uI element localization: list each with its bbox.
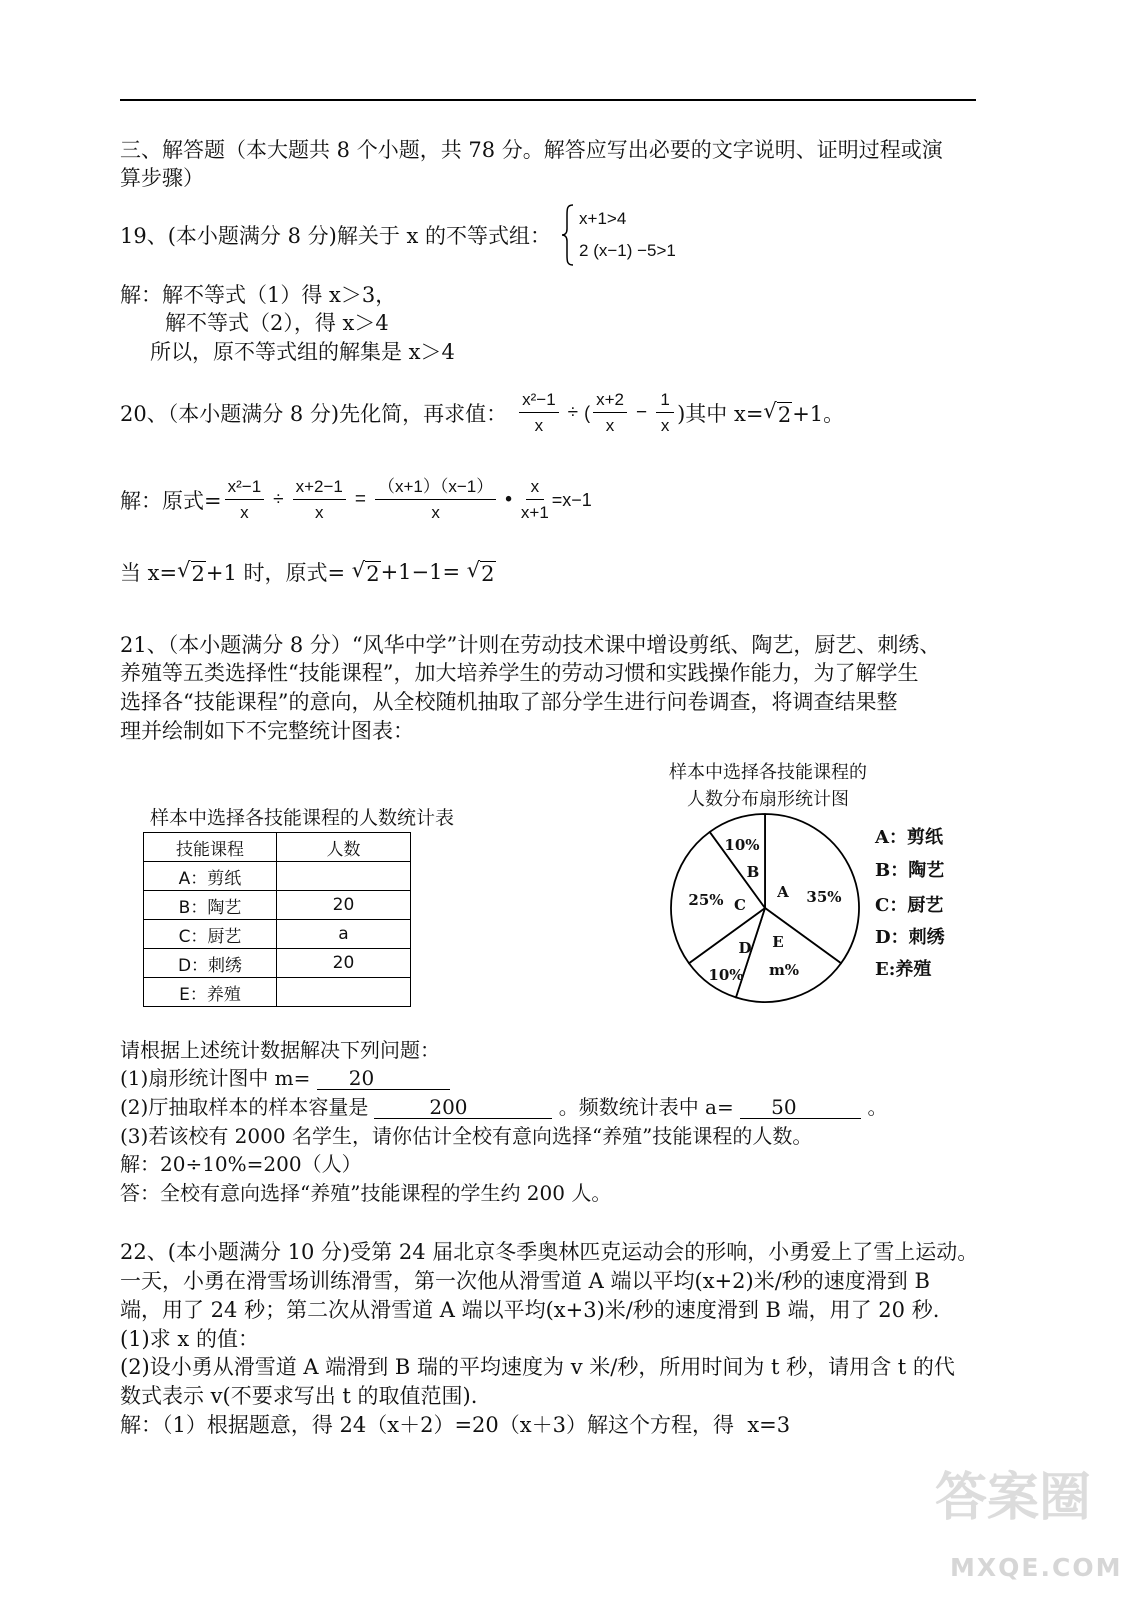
fraction xyxy=(521,477,549,523)
radicand: 2 xyxy=(481,561,495,586)
course-cell: D：刺绣 xyxy=(144,949,277,978)
count-cell: 20 xyxy=(277,891,411,920)
q21-stem-line: 选择各“技能课程”的意向，从全校随机抽取了部分学生进行问卷调查，将调查结果整 xyxy=(120,690,898,714)
table-row xyxy=(144,862,411,891)
count-cell: 20 xyxy=(277,949,411,978)
watermark-logo: 答案圈 xyxy=(935,1468,1092,1528)
slice-label-d: 10% xyxy=(708,966,744,984)
radical-sign: √ xyxy=(351,557,366,582)
slice-label-c: 25% xyxy=(688,891,724,909)
q22-line: (2)设小勇从滑雪道 A 端滑到 B 瑞的平均速度为 v 米/秒，所用时间为 t 秒，请用含 t 的代 xyxy=(120,1355,955,1379)
section-heading-line: 三、解答题（本大题共 8 个小题，共 78 分。解答应写出必要的文字说明、证明过程或演 xyxy=(120,138,943,162)
square-root xyxy=(177,558,206,586)
table-header-cell: 技能课程 xyxy=(144,833,277,862)
frequency-table xyxy=(143,832,411,1007)
numerator: 1 xyxy=(656,390,674,413)
section-heading-line: 算步骤） xyxy=(120,166,204,190)
q20-evaluate-text: +1−1= xyxy=(380,560,467,584)
square-root xyxy=(763,399,792,427)
q19-stem: 19、(本小题满分 8 分)解关于 x 的不等式组： xyxy=(120,224,552,248)
table-row xyxy=(144,978,411,1007)
part2-prefix: (2)厅抽取样本的样本容量是 xyxy=(120,1095,369,1119)
watermark-url: MXQE.COM xyxy=(950,1553,1123,1582)
slice-letter-d: D xyxy=(738,939,752,957)
count-cell xyxy=(277,862,411,891)
divide-sign: ÷ xyxy=(567,402,579,423)
q21-intro: 请根据上述统计数据解决下列问题： xyxy=(120,1038,440,1062)
part1-prefix: (1)扇形统计图中 m= xyxy=(120,1066,317,1090)
course-cell: C：厨艺 xyxy=(144,920,277,949)
q20-stem-end: +1。 xyxy=(792,402,845,426)
minus-sign: − xyxy=(636,402,648,423)
q20-evaluate-row xyxy=(120,556,496,588)
q21-stem-line: 养殖等五类选择性“技能课程”，加大培养学生的劳动习惯和实践操作能力，为了解学生 xyxy=(120,661,919,685)
fraction xyxy=(225,477,265,523)
course-cell: A：剪纸 xyxy=(144,862,277,891)
fraction xyxy=(656,390,674,436)
q20-solution-prefix: 解：原式= xyxy=(120,489,222,513)
legend-item: B：陶艺 xyxy=(875,860,945,881)
q20-stem-tail: )其中 x= xyxy=(677,402,764,426)
radical-sign: √ xyxy=(763,398,777,423)
numerator: x²−1 xyxy=(519,390,559,413)
header-rule xyxy=(120,99,976,101)
count-cell: a xyxy=(277,920,411,949)
system-inequality-1: x+1>4 xyxy=(579,209,627,228)
fraction xyxy=(519,390,559,436)
numerator: x+2 xyxy=(593,390,627,413)
course-cell: E：养殖 xyxy=(144,978,277,1007)
pie-title: 样本中选择各技能课程的 xyxy=(669,762,867,783)
fraction xyxy=(293,477,346,523)
radicand: 2 xyxy=(191,561,205,586)
numerator: x+2−1 xyxy=(293,477,346,500)
denominator: x xyxy=(314,503,324,522)
radicand: 2 xyxy=(777,402,792,427)
q21-solution: 解：20÷10%=200（人） xyxy=(120,1152,362,1176)
radical-sign: √ xyxy=(466,557,481,582)
legend-item: D：刺绣 xyxy=(875,927,945,948)
fraction xyxy=(375,477,496,523)
denominator: x xyxy=(605,416,615,435)
q21-answer: 答：全校有意向选择“养殖”技能课程的学生约 200 人。 xyxy=(120,1181,612,1205)
slice-letter-a: A xyxy=(777,883,789,901)
q20-solution-result: =x−1 xyxy=(551,489,592,510)
q19-stem-row xyxy=(120,203,676,267)
radicand: 2 xyxy=(366,561,380,586)
q22-line: 端，用了 24 秒；第二次从滑雪道 A 端以平均(x+3)米/秒的速度滑到 B 端，用了 20 秒. xyxy=(120,1298,940,1322)
part2-suffix: 。 xyxy=(861,1095,888,1119)
table-caption: 样本中选择各技能课程的人数统计表 xyxy=(150,807,455,829)
q20-evaluate-text: +1 时，原式= xyxy=(205,561,352,585)
q19-solution-line: 解：解不等式（1）得 x＞3， xyxy=(120,283,397,307)
denominator: x+1 xyxy=(520,503,549,522)
numerator: x xyxy=(526,477,544,500)
denominator: x xyxy=(534,416,544,435)
q21-part3: (3)若该校有 2000 名学生，请你估计全校有意向选择“养殖”技能课程的人数。 xyxy=(120,1124,813,1148)
sample-size-blank: 200 xyxy=(374,1096,552,1119)
q21-stem-line: 21、（本小题满分 8 分）“风华中学”计则在劳动技术课中增设剪纸、陶艺，厨艺、刺绣、 xyxy=(120,633,941,657)
legend-item: C：厨艺 xyxy=(875,895,944,916)
legend-item: E:养殖 xyxy=(875,959,932,980)
part1-answer-blank: 20 xyxy=(317,1067,450,1090)
denominator: x xyxy=(240,503,249,522)
system-inequality-2: 2 (x−1) −5>1 xyxy=(579,241,676,260)
square-root xyxy=(352,558,381,586)
table-row xyxy=(144,920,411,949)
q20-stem: 20、（本小题满分 8 分)先化简，再求值： xyxy=(120,402,508,426)
q20-solution-row xyxy=(120,477,592,523)
pie-chart xyxy=(660,803,870,1013)
table-row xyxy=(144,949,411,978)
numerator: （x+1）（x−1） xyxy=(375,477,496,500)
equals-sign: = xyxy=(354,489,366,510)
fraction xyxy=(593,390,627,436)
q21-part1 xyxy=(120,1064,450,1093)
table-header-row xyxy=(144,833,411,862)
count-cell xyxy=(277,978,411,1007)
q20-evaluate-text: 当 x= xyxy=(120,561,178,585)
q22-solution-line: 解：（1）根据题意，得 24（x＋2）=20（x＋3）解这个方程，得 x=3 xyxy=(120,1413,791,1437)
divide-sign: ÷ xyxy=(273,489,284,510)
slice-label-e: m% xyxy=(768,961,800,979)
denominator: x xyxy=(660,416,670,435)
q22-line: 一天，小勇在滑雪场训练滑雪，第一次他从滑雪道 A 端以平均(x+2)米/秒的速度滑到 B xyxy=(120,1269,930,1293)
table-row xyxy=(144,891,411,920)
part2-middle: 。频数统计表中 a= xyxy=(552,1095,741,1119)
table-header-cell: 人数 xyxy=(277,833,411,862)
square-root xyxy=(467,558,496,586)
slice-letter-c: C xyxy=(734,896,746,914)
inequality-system xyxy=(561,203,676,267)
slice-label-a: 35% xyxy=(806,888,842,906)
q19-solution-line: 解不等式（2），得 x＞4 xyxy=(165,311,389,335)
q19-solution-line: 所以，原不等式组的解集是 x＞4 xyxy=(150,340,455,364)
q21-part2 xyxy=(120,1093,887,1122)
slice-letter-e: E xyxy=(772,933,784,951)
slice-letter-b: B xyxy=(746,863,760,881)
q22-line: (1)求 x 的值： xyxy=(120,1327,259,1351)
q22-line: 数式表示 v(不要求写出 t 的取值范围). xyxy=(120,1384,478,1408)
system-brace xyxy=(561,203,575,267)
system-rows xyxy=(579,203,676,267)
q22-line: 22、(本小题满分 10 分)受第 24 届北京冬季奥林匹克运动会的形响，小勇爱上了雪上运动。 xyxy=(120,1240,979,1264)
q21-stem-line: 理并绘制如下不完整统计图表： xyxy=(120,719,414,743)
a-value-blank: 50 xyxy=(740,1096,861,1119)
numerator: x²−1 xyxy=(225,477,265,500)
slice-label-b: 10% xyxy=(724,836,760,854)
denominator: x xyxy=(431,503,440,522)
course-cell: B：陶艺 xyxy=(144,891,277,920)
legend-item: A：剪纸 xyxy=(875,827,943,848)
radical-sign: √ xyxy=(177,557,191,582)
q20-stem-row xyxy=(120,390,844,436)
left-paren: ( xyxy=(584,402,591,423)
pie-title: 人数分布扇形统计图 xyxy=(687,789,849,810)
multiply-dot: • xyxy=(505,489,512,510)
